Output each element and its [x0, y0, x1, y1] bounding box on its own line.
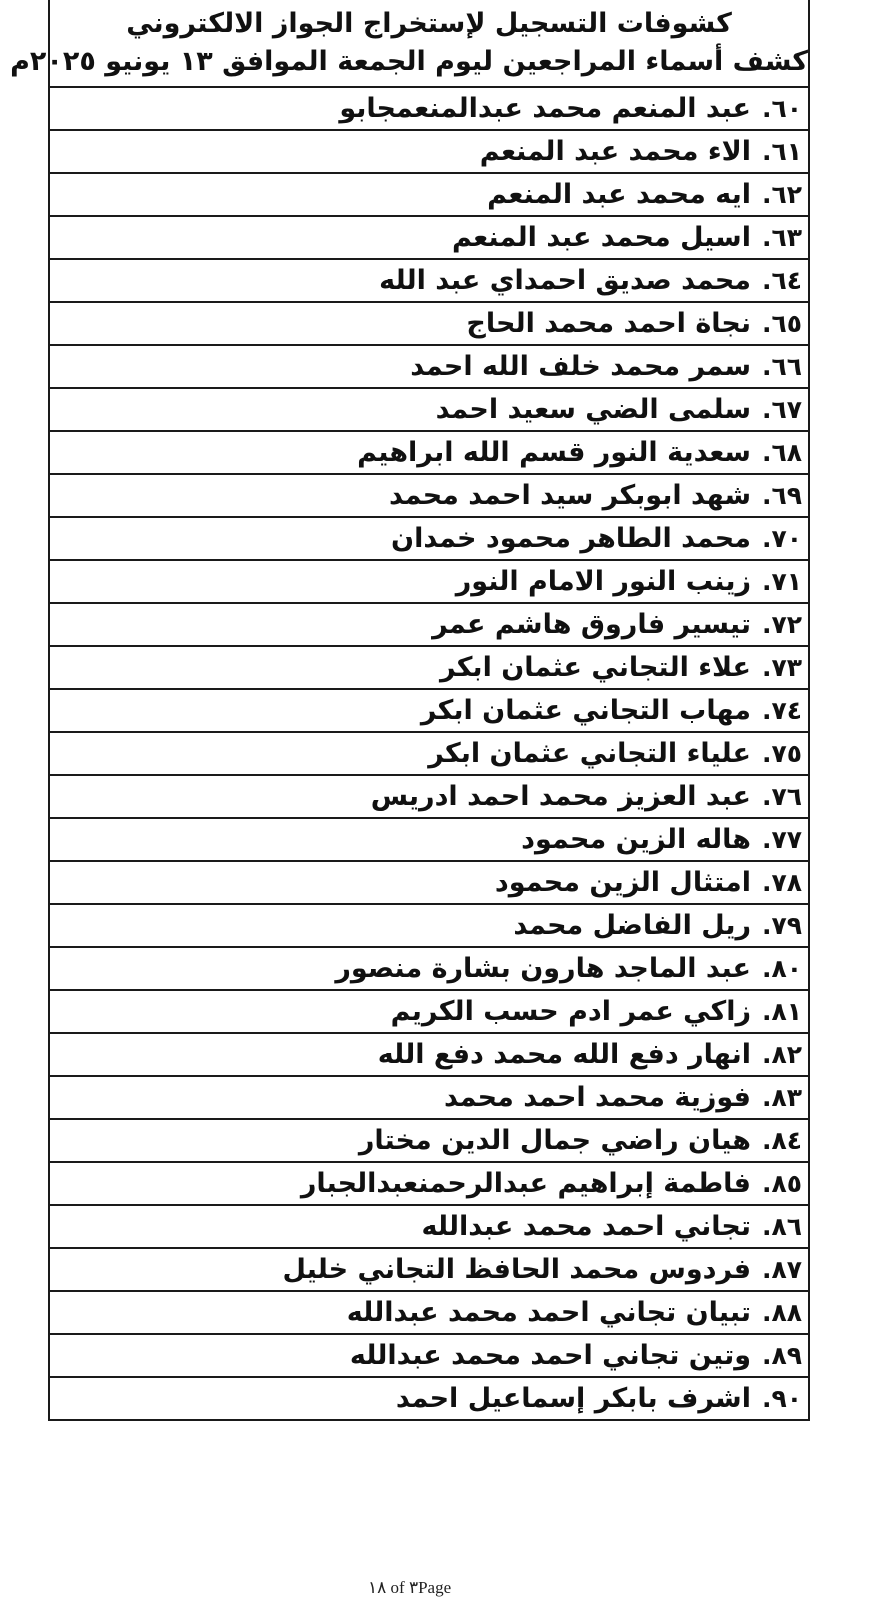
table-row [49, 216, 809, 259]
row-number: ٨٦. [761, 1212, 802, 1241]
number-cell [753, 947, 809, 990]
document-sheet [10, 0, 810, 1593]
name-cell [49, 990, 753, 1033]
name-cell [49, 517, 753, 560]
person-name: سعدية النور قسم الله ابراهيم [357, 437, 751, 468]
person-name: اشرف بابكر إسماعيل احمد [395, 1383, 751, 1414]
person-name: عبد العزيز محمد احمد ادريس [370, 781, 751, 812]
name-cell [49, 431, 753, 474]
row-number: ٨٧. [761, 1255, 802, 1284]
row-number: ٦٢. [761, 180, 802, 209]
document-title: كشوفات التسجيل لإستخراج الجواز الالكتروني [126, 8, 732, 39]
number-cell [753, 1162, 809, 1205]
number-cell [753, 818, 809, 861]
person-name: سمر محمد خلف الله احمد [410, 351, 751, 382]
table-row [49, 603, 809, 646]
name-cell [49, 560, 753, 603]
row-number: ٧٢. [761, 610, 802, 639]
row-number: ٦٠. [761, 94, 802, 123]
name-cell [49, 474, 753, 517]
number-cell [753, 1205, 809, 1248]
table-row [49, 1162, 809, 1205]
row-number: ٩٠. [761, 1384, 802, 1413]
name-cell [49, 1248, 753, 1291]
number-cell [753, 345, 809, 388]
table-row [49, 517, 809, 560]
person-name: عبد الماجد هارون بشارة منصور [335, 953, 751, 984]
number-cell [753, 990, 809, 1033]
name-cell [49, 947, 753, 990]
person-name: هاله الزين محمود [521, 824, 751, 855]
person-name: زينب النور الامام النور [455, 566, 751, 597]
name-cell [49, 732, 753, 775]
person-name: تبيان تجاني احمد محمد عبدالله [346, 1297, 751, 1328]
number-cell [753, 689, 809, 732]
number-cell [753, 431, 809, 474]
name-cell [49, 1205, 753, 1248]
table-row [49, 818, 809, 861]
document-header [10, 0, 810, 86]
row-number: ٨٨. [761, 1298, 802, 1327]
table-row [49, 173, 809, 216]
name-cell [49, 1119, 753, 1162]
person-name: نجاة احمد محمد الحاج [466, 308, 751, 339]
name-cell [49, 818, 753, 861]
table-row [49, 431, 809, 474]
row-number: ٨٢. [761, 1040, 802, 1069]
person-name: وتين تجاني احمد محمد عبدالله [349, 1340, 751, 1371]
name-cell [49, 775, 753, 818]
name-cell [49, 87, 753, 130]
table-row [49, 904, 809, 947]
table-row [49, 1334, 809, 1377]
table-row [49, 1119, 809, 1162]
table-row [49, 1248, 809, 1291]
row-number: ٦٩. [761, 481, 802, 510]
number-cell [753, 130, 809, 173]
person-name: تجاني احمد محمد عبدالله [421, 1211, 751, 1242]
row-number: ٦٦. [761, 352, 802, 381]
row-number: ٨١. [761, 997, 802, 1026]
number-cell [753, 861, 809, 904]
number-cell [753, 87, 809, 130]
person-name: ريل الفاضل محمد [513, 910, 751, 941]
table-row [49, 302, 809, 345]
table-row [49, 947, 809, 990]
person-name: فردوس محمد الحافظ التجاني خليل [282, 1254, 751, 1285]
row-number: ٨٤. [761, 1126, 802, 1155]
person-name: الاء محمد عبد المنعم [479, 136, 751, 167]
number-cell [753, 1291, 809, 1334]
person-name: علياء التجاني عثمان ابكر [428, 738, 751, 769]
row-number: ٨٩. [761, 1341, 802, 1370]
person-name: تيسير فاروق هاشم عمر [432, 609, 751, 640]
name-cell [49, 1033, 753, 1076]
name-cell [49, 904, 753, 947]
row-number: ٧٠. [761, 524, 802, 553]
table-row [49, 1205, 809, 1248]
row-number: ٦٧. [761, 395, 802, 424]
table-row [49, 259, 809, 302]
table-row [49, 861, 809, 904]
name-cell [49, 861, 753, 904]
row-number: ٨٥. [761, 1169, 802, 1198]
row-number: ٧٨. [761, 868, 802, 897]
person-name: امتثال الزين محمود [494, 867, 751, 898]
person-name: مهاب التجاني عثمان ابكر [420, 695, 751, 726]
number-cell [753, 603, 809, 646]
name-cell [49, 173, 753, 216]
table-row [49, 388, 809, 431]
row-number: ٧٣. [761, 653, 802, 682]
number-cell [753, 560, 809, 603]
names-table [48, 86, 810, 1421]
number-cell [753, 1119, 809, 1162]
name-cell [49, 603, 753, 646]
table-row [49, 990, 809, 1033]
name-cell [49, 689, 753, 732]
row-number: ٦٨. [761, 438, 802, 467]
table-row [49, 1033, 809, 1076]
name-cell [49, 130, 753, 173]
number-cell [753, 216, 809, 259]
row-number: ٧٧. [761, 825, 802, 854]
name-cell [49, 388, 753, 431]
number-cell [753, 1377, 809, 1420]
table-row [49, 775, 809, 818]
number-cell [753, 1248, 809, 1291]
row-number: ٦١. [761, 137, 802, 166]
name-cell [49, 259, 753, 302]
person-name: علاء التجاني عثمان ابكر [439, 652, 751, 683]
table-row [49, 87, 809, 130]
person-name: محمد صديق احمداي عبد الله [379, 265, 751, 296]
table-row [49, 1076, 809, 1119]
person-name: ايه محمد عبد المنعم [487, 179, 751, 210]
number-cell [753, 775, 809, 818]
person-name: اسيل محمد عبد المنعم [452, 222, 751, 253]
document-subtitle: كشف أسماء المراجعين ليوم الجمعة الموافق ١٣ يونيو ٢٠٢٥م [10, 46, 808, 77]
row-number: ٦٤. [761, 266, 802, 295]
person-name: شهد ابوبكر سيد احمد محمد [389, 480, 751, 511]
row-number: ٧١. [761, 567, 802, 596]
name-cell [49, 1076, 753, 1119]
person-name: زاكي عمر ادم حسب الكريم [390, 996, 751, 1027]
person-name: عبد المنعم محمد عبدالمنعمجابو [339, 93, 751, 124]
name-cell [49, 646, 753, 689]
person-name: هيان راضي جمال الدين مختار [358, 1125, 751, 1156]
person-name: محمد الطاهر محمود خمدان [391, 523, 751, 554]
table-row [49, 474, 809, 517]
number-cell [753, 646, 809, 689]
table-row [49, 689, 809, 732]
number-cell [753, 1033, 809, 1076]
name-cell [49, 1291, 753, 1334]
table-row [49, 130, 809, 173]
row-number: ٧٤. [761, 696, 802, 725]
person-name: سلمى الضي سعيد احمد [435, 394, 751, 425]
person-name: فاطمة إبراهيم عبدالرحمنعبدالجبار [300, 1168, 751, 1199]
number-cell [753, 1076, 809, 1119]
page-footer: ١٨ of ٣Page [368, 1578, 452, 1597]
name-cell [49, 1334, 753, 1377]
row-number: ٧٥. [761, 739, 802, 768]
table-row [49, 345, 809, 388]
name-cell [49, 1162, 753, 1205]
names-table-body [49, 87, 809, 1420]
name-cell [49, 302, 753, 345]
row-number: ٧٦. [761, 782, 802, 811]
number-cell [753, 259, 809, 302]
number-cell [753, 474, 809, 517]
number-cell [753, 517, 809, 560]
name-cell [49, 216, 753, 259]
row-number: ٨٣. [761, 1083, 802, 1112]
row-number: ٨٠. [761, 954, 802, 983]
number-cell [753, 173, 809, 216]
person-name: فوزية محمد احمد محمد [443, 1082, 751, 1113]
row-number: ٦٣. [761, 223, 802, 252]
number-cell [753, 1334, 809, 1377]
table-row [49, 732, 809, 775]
table-row [49, 560, 809, 603]
table-row [49, 1291, 809, 1334]
number-cell [753, 904, 809, 947]
name-cell [49, 1377, 753, 1420]
row-number: ٧٩. [761, 911, 802, 940]
number-cell [753, 732, 809, 775]
number-cell [753, 302, 809, 345]
table-row [49, 1377, 809, 1420]
row-number: ٦٥. [761, 309, 802, 338]
name-cell [49, 345, 753, 388]
number-cell [753, 388, 809, 431]
person-name: انهار دفع الله محمد دفع الله [377, 1039, 751, 1070]
table-row [49, 646, 809, 689]
